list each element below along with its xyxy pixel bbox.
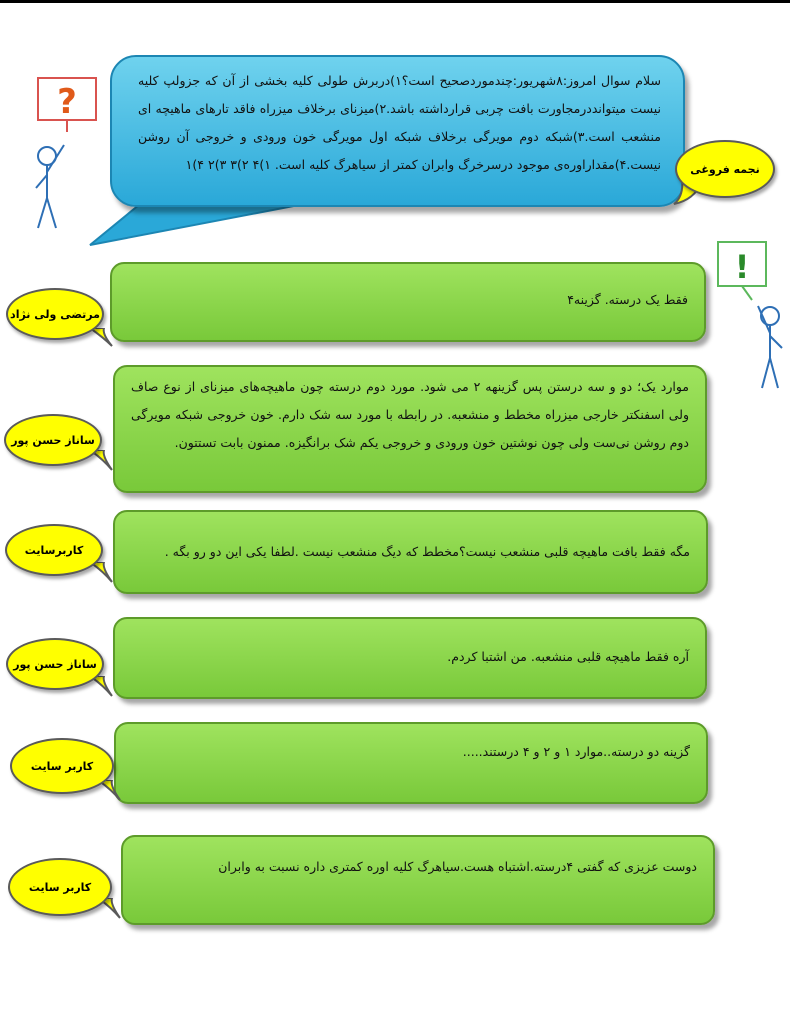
reply-author-label-4 <box>6 638 104 690</box>
reply-text: موارد یک؛ دو و سه درستن پس گزینهه ۲ می شود. مورد دوم درسته چون ماهیچه‌های میزنای از نوع صاف ولی اسفنکتر خارجی میزراه مخطط و منشعبه. در رابطه با مورد سه شک دارم. خون خروجی شبکه مویرگی دوم روشن نی‌ست ولی چون نوشتین خون ورودی و خروجی یکم شک برانگیزه. ممنون بابت تستتون. <box>131 379 689 450</box>
reply-text: مگه فقط بافت ماهیچه قلبی منشعب نیست؟مخطط که دیگ منشعب نیست .لطفا یکی این دو رو بگه . <box>164 544 690 559</box>
reply-author: کاربر سایت <box>30 759 94 773</box>
question-sign: ? <box>57 82 77 122</box>
reply-bubble-5 <box>114 722 708 804</box>
reply-text: دوست عزیزی که گفتی ۴درسته.اشتباه هست.سیاهرگ کلیه اوره کمتری داره نسبت به وابران <box>218 859 697 874</box>
reply-bubble-3 <box>113 510 708 594</box>
question-text: سلام سوال امروز:۸شهریور:چندموردصحیح است؟۱)دربرش طولی کلیه بخشی از آن که جزولپ کلیه نیست میتوانددرمجاورت بافت چربی قرارداشته باشد.۲)میزنای برخلاف میزراه فاقد تارهای ماهیچه ای منشعب است.۳)شبکه دوم مویرگی برخلاف شبکه اول مویرگی خون ورودی و خروجی آن روشن نیست.۴)مقداراوره‌ی موجود درسرخرگ وابران کمتر از سیاهرگ کلیه است. ۱)۴ ۲)۳ ۳)۲ ۴)۱ <box>138 73 661 172</box>
question-author: نجمه فروغی <box>690 162 760 176</box>
reply-author: کاربرسایت <box>24 543 84 557</box>
question-author-label <box>675 140 775 198</box>
answer-person-icon <box>712 238 790 393</box>
reply-bubble-2 <box>113 365 707 493</box>
question-bubble <box>110 55 685 207</box>
reply-text: گزینه دو درسته..موارد ۱ و ۲ و ۴ درستند..... <box>462 744 690 759</box>
reply-author: ساناز حسن پور <box>11 433 95 447</box>
reply-text: فقط یک درسته. گزینه۴ <box>567 292 688 307</box>
reply-bubble-4 <box>113 617 707 699</box>
reply-bubble-1 <box>110 262 706 342</box>
reply-author: ساناز حسن پور <box>13 657 97 671</box>
reply-bubble-6 <box>121 835 715 925</box>
reply-author-label-2 <box>4 414 102 466</box>
reply-author-label-6 <box>8 858 112 916</box>
reply-author-label-1 <box>6 288 104 340</box>
answer-sign: ! <box>734 248 750 286</box>
reply-author: مرتضی ولی نژاد <box>10 307 100 321</box>
reply-text: آره فقط ماهیچه قلبی منشعبه. من اشتبا کردم. <box>447 649 689 664</box>
reply-author-label-3 <box>5 524 103 576</box>
reply-author-label-5 <box>10 738 114 794</box>
top-border <box>0 0 790 3</box>
reply-author: کاربر سایت <box>28 880 92 894</box>
